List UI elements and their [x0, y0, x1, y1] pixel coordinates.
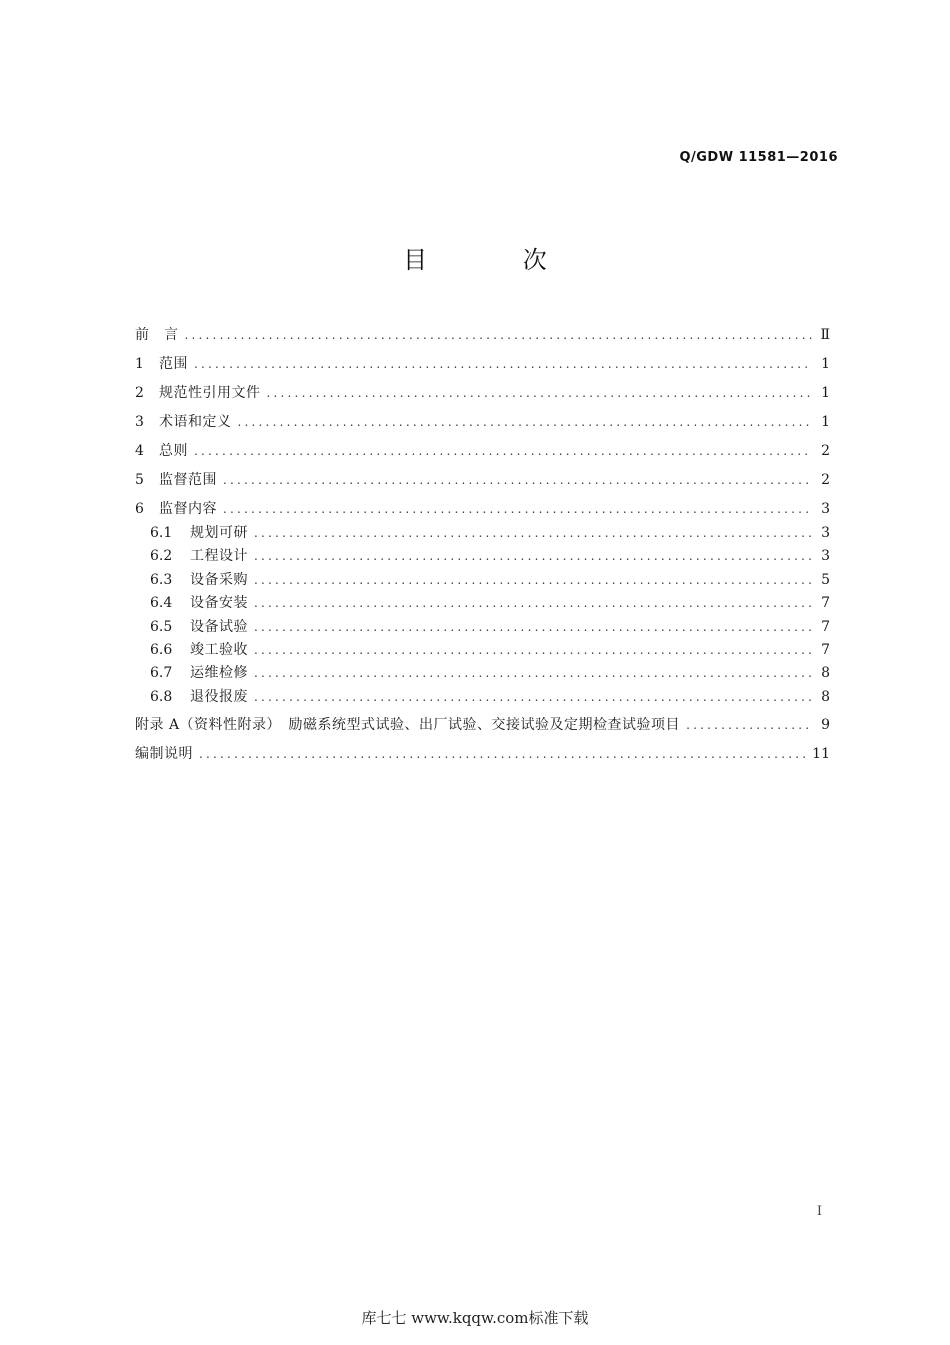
toc-dot-leader — [223, 499, 812, 519]
toc-entry-title: 竣工验收 — [190, 641, 248, 658]
toc-entry[interactable] — [135, 436, 830, 465]
toc-entry-page: 8 — [821, 688, 830, 705]
toc-entry[interactable] — [135, 465, 830, 494]
toc-dot-leader — [254, 570, 812, 590]
toc-entry[interactable] — [135, 739, 830, 768]
toc-entry-page: 3 — [821, 525, 830, 541]
toc-dot-leader — [254, 687, 812, 707]
toc-entry[interactable] — [135, 407, 830, 436]
toc-entry[interactable] — [135, 378, 830, 407]
toc-dot-leader — [254, 663, 812, 683]
toc-entry-title: 规范性引用文件 — [159, 385, 261, 401]
toc-entry[interactable] — [135, 494, 830, 523]
toc-entry-title: 设备安装 — [190, 595, 248, 612]
toc-dot-leader — [238, 412, 813, 432]
toc-entry[interactable] — [135, 663, 830, 686]
toc-entry[interactable] — [135, 349, 830, 378]
toc-entry-title: 运维检修 — [190, 665, 248, 682]
toc-entry-page: 5 — [821, 571, 830, 588]
toc-entry-page: 7 — [821, 641, 830, 658]
toc-entry[interactable] — [135, 593, 830, 616]
toc-dot-leader — [185, 325, 813, 345]
toc-entry-number: 6 — [135, 501, 144, 517]
toc-entry[interactable] — [135, 320, 830, 349]
toc-entry-page: 1 — [821, 356, 830, 372]
toc-entry-number: 2 — [135, 385, 144, 401]
toc-entry[interactable] — [135, 710, 830, 739]
toc-entry-page: 7 — [821, 595, 830, 612]
toc-entry-number: 6.4 — [150, 595, 173, 612]
toc-entry-page: 7 — [821, 618, 830, 635]
toc-dot-leader — [686, 715, 812, 735]
toc-entry-number: 6.7 — [150, 665, 173, 682]
toc-entry[interactable] — [135, 546, 830, 569]
toc-entry-page: 9 — [821, 717, 830, 734]
toc-entry-number: 6.6 — [150, 641, 173, 658]
toc-dot-leader — [194, 441, 812, 461]
toc-entry-number: 6.1 — [150, 525, 173, 541]
toc-entry-page: Ⅱ — [820, 327, 830, 343]
toc-entry-title: 规划可研 — [190, 525, 248, 541]
toc-entry-number: 6.8 — [150, 688, 173, 705]
toc-entry-title: 前 言 — [135, 327, 179, 343]
toc-entry-title: 工程设计 — [190, 548, 248, 565]
toc-entry[interactable] — [135, 687, 830, 710]
toc-entry-title: 附录 A（资料性附录） 励磁系统型式试验、出厂试验、交接试验及定期检查试验项目 — [135, 717, 681, 734]
toc-entry-page: 2 — [821, 443, 830, 459]
toc-entry[interactable] — [135, 617, 830, 640]
toc-dot-leader — [223, 470, 812, 490]
toc-entry-number: 5 — [135, 472, 144, 488]
toc-entry-page: 1 — [821, 385, 830, 401]
toc-dot-leader — [254, 546, 812, 566]
toc-entry-number: 4 — [135, 443, 144, 459]
toc-entry-title: 设备采购 — [190, 571, 248, 588]
toc-title: 目 次 — [403, 246, 591, 274]
toc-entry-page: 2 — [821, 472, 830, 488]
toc-entry-title: 监督内容 — [159, 501, 217, 517]
toc-dot-leader — [254, 617, 812, 637]
toc-entry-title: 监督范围 — [159, 472, 217, 488]
toc-dot-leader — [254, 640, 812, 660]
toc-entry-title: 退役报废 — [190, 688, 248, 705]
toc-entry[interactable] — [135, 570, 830, 593]
toc-entry-title: 术语和定义 — [159, 414, 232, 430]
toc-entry-number: 3 — [135, 414, 144, 430]
toc-entry-title: 范围 — [159, 356, 188, 372]
toc-entry[interactable] — [135, 640, 830, 663]
page-number: I — [816, 1204, 822, 1219]
toc-entry-number: 1 — [135, 356, 144, 372]
toc-dot-leader — [254, 593, 812, 613]
toc-entry-page: 3 — [821, 501, 830, 517]
toc-entry-page: 3 — [821, 548, 830, 565]
toc-entry[interactable] — [135, 523, 830, 546]
table-of-contents — [135, 320, 830, 768]
toc-dot-leader — [194, 354, 812, 374]
toc-entry-page: 11 — [812, 746, 830, 763]
toc-entry-page: 1 — [821, 414, 830, 430]
toc-entry-number: 6.2 — [150, 548, 173, 565]
toc-entry-number: 6.3 — [150, 571, 173, 588]
footer-watermark: 库七七 www.kqqw.com标准下载 — [361, 1309, 589, 1327]
toc-entry-number: 6.5 — [150, 618, 173, 635]
toc-dot-leader — [254, 523, 812, 543]
toc-entry-title: 编制说明 — [135, 746, 193, 763]
document-id: Q/GDW 11581—2016 — [679, 150, 838, 165]
toc-entry-title: 总则 — [159, 443, 188, 459]
toc-dot-leader — [267, 383, 813, 403]
toc-entry-page: 8 — [821, 665, 830, 682]
toc-dot-leader — [199, 744, 806, 764]
toc-entry-title: 设备试验 — [190, 618, 248, 635]
